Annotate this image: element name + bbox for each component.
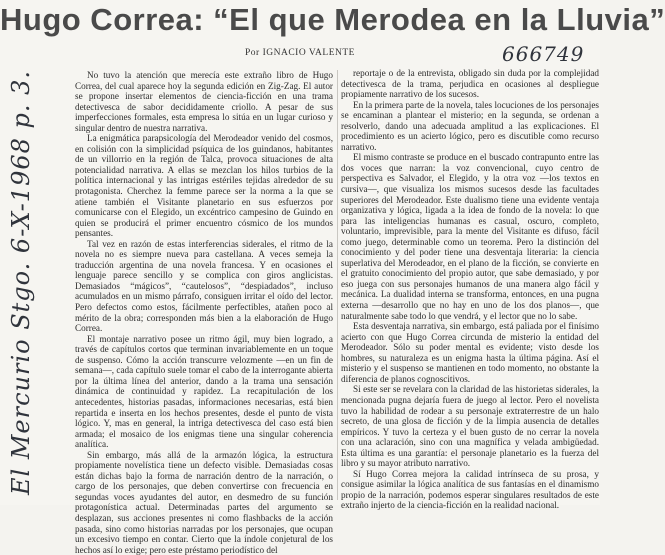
paragraph: La enigmática parapsicología del Merodeador venido del cosmos, en colisión con la simplicidad psíquica de los guindanos, habitantes de un villorrio en la región de Talca, provoca situaciones de alta potencialidad narrativa. A ellas se mezclan los hilos turbios de la política internacional y las intrigas estériles tejidas alrededor de su protagonista. Cherchez la femme parece ser la norma a la que se atiene también el Visitante planetario en sus esfuerzos por comunicarse con el Elegido, un excéntrico campesino de Guindo en quien se producirá el primer encuentro cósmico de los mundos pensantes. [75, 133, 333, 239]
paragraph: Esta desventaja narrativa, sin embargo, está paliada por el finísimo acierto con que Hugo Correa circunda de misterio la entidad del Merodeador. Sólo su poder mental es evidente; visto desde los hombres, su naturaleza es un enigma hasta la última página. Así el misterio y el suspenso se mantienen en todo momento, no obstante la diferencia de planos cognoscitivos. [341, 321, 599, 384]
paragraph: El montaje narrativo posee un ritmo ágil, muy bien logrado, a través de capítulos cortos que terminan invariablemente en un toque de suspenso. Cómo la acción transcurre velozmente —en un fin de semana—, cada capítulo suele tomar el cabo de la interrogante abierta por la última línea del anterior, dando a la trama una sensación dinámica de continuidad y rapidez. La recapitulación de los antecedentes, historias pasadas, informaciones necesarias, está bien repartida e inserta en los hechos presentes, desde el punto de vista lógico. Y, mas en general, la intriga detectivesca del caso está bien armada; el mosaico de los enigmas tiene una singular coherencia analítica. [75, 333, 333, 450]
handwritten-source-note: El Mercurio Stgo. 6-X-1968 p. 3. [7, 69, 35, 495]
paragraph: Si este ser se revelara con la claridad de las historietas siderales, la mencionada pugna dejaría fuera de juego al lector. Pero el novelista tuvo la habilidad de rodear a su personaje extraterrestre de un halo secreto, de una glosa de ficción y de la limpia ausencia de detalles empíricos. Y tuvo la certeza y el buen gusto de no cerrar la novela con una aclaración, sino con una magnífica y velada ambigüedad. Esta última es una garantía: el personaje planetario es la fuerza del libro y su mayor atributo narrativo. [341, 384, 599, 469]
paragraph: Sí Hugo Correa mejora la calidad intrínseca de su prosa, y consigue asimilar la lógica analítica de sus fantasías en el dinamismo propio de la narración, podemos esperar singulares resultados de este extraño injerto de la ciencia-ficción en la realidad nacional. [341, 468, 599, 511]
paragraph: Sin embargo, más allá de la armazón lógica, la estructura propiamente novelística tiene un defecto visible. Demasiadas cosas están dichas bajo la forma de narración dentro de la narración, o cargo de los personajes, que deben convertirse con frecuencia en segundas voces ayudantes del autor, en desmedro de su función protagonística actual. Determinadas partes del argumento se desplazan, sus acciones presentes ni como flashbacks de la acción pasada, sino como historias narradas por los personajes, que ocupan un excesivo tiempo en contar. Cierto que la índole conjetural de los hechos así lo exige; pero este préstamo periodístico del [75, 449, 333, 555]
paragraph: No tuvo la atención que merecía este extraño libro de Hugo Correa, del cual aparece hoy la segunda edición en Zig-Zag. El autor se propone insertar elementos de ciencia-ficción en una trama detectivesca de sabor decididamente criollo. A pesar de sus imperfecciones formales, esta empresa lo sitúa en un lugar curioso y singular dentro de nuestra narrativa. [75, 70, 333, 133]
article-title: Hugo Correa: “El que Merodea en la Lluvia” [0, 2, 665, 37]
paragraph: El mismo contraste se produce en el buscado contrapunto entre las dos voces que narran: la voz convencional, cuyo centro de perspectiva es Salvador, el Elegido, y la otra voz —los textos en cursiva—, que visualiza los mismos sucesos desde las facultades superiores del Merodeador. Este dualismo tiene una evidente ventaja organizativa y lógica, ligada a la idea de fondo de la novela: lo que para las inteligencias humanas es casual, oscuro, completo, voluntario, imprevisible, para la mente del Visitante es difuso, fácil como juego, determinable como un teorema. Pero la distinción del conocimiento y del poder tiene una desventaja literaria: la ciencia superlativa del Merodeador, en el plano de la ficción, se convierte en el gratuito conocimiento del propio autor, que sabe demasiado, y por eso juega con sus personajes humanos de una manera algo fácil y mecánica. La dualidad interna se transforma, entonces, en una pugna externa —desarrollo que no hay en uno de los dos planos—, que naturalmente sabe todo lo que vendrá, y el lector que no lo sabe. [341, 152, 599, 321]
article-column-right [341, 68, 599, 511]
article-byline: Por IGNACIO VALENTE [245, 48, 355, 58]
paragraph: reportaje o de la entrevista, obligado sin duda por la complejidad detectivesca de la trama, perjudica en ocasiones al despliegue propiamente narrativo de los sucesos. [341, 68, 599, 100]
article-column-left [75, 70, 333, 555]
paragraph: Tal vez en razón de estas interferencias siderales, el ritmo de la novela no es siempre nueva para castellana. A veces semeja la traducción argentina de una novela francesa. Y en ocasiones el lenguaje parece sencillo y se complica con giros anglicistas. Demasiados “mágicos”, “cautelosos”, “despiadados”, incluso acumulados en un mismo párrafo, consiguen irritar el oído del lector. Pero defectos como estos, fácilmente perfectibles, atañen poco al mérito de la obra; corresponden más bien a la elaboración de Hugo Correa. [75, 238, 333, 334]
paragraph: En la primera parte de la novela, tales locuciones de los personajes se encaminan a plantear el misterio; en la segunda, se ordenan a resolverlo, dando una adecuada amplitud a las explicaciones. El procedimiento es un acierto lógico, pero es discutible como recurso narrativo. [341, 99, 599, 152]
handwritten-catalog-number: 666749 [502, 42, 585, 66]
column-divider [337, 70, 338, 500]
